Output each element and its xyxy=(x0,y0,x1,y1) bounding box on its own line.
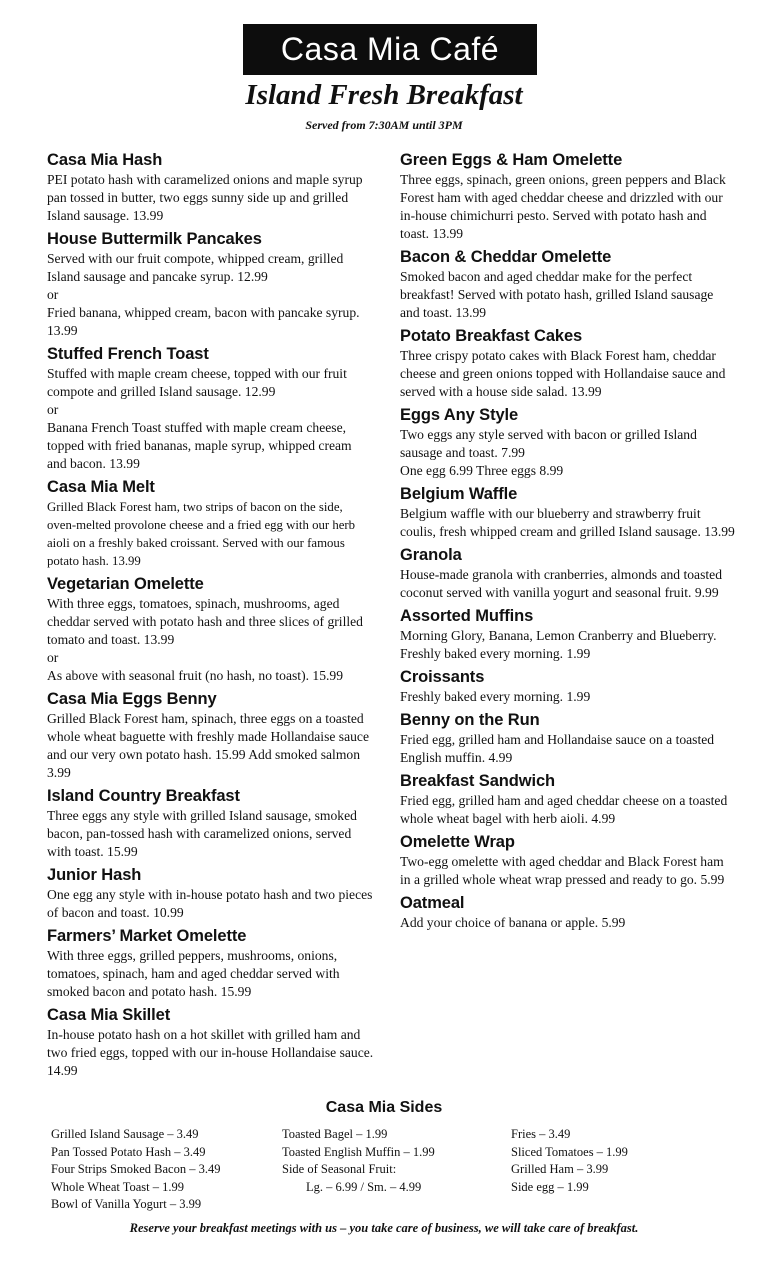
side-item: Side egg – 1.99 xyxy=(511,1179,589,1194)
footer-note: Reserve your breakfast meetings with us – you take care of business, we will take care of breakfast. xyxy=(129,1221,639,1235)
menu-item-description: Freshly baked every morning. 1.99 xyxy=(400,689,591,704)
side-item: Lg. – 6.99 / Sm. – 4.99 xyxy=(306,1179,422,1194)
menu-item-name: Vegetarian Omelette xyxy=(47,575,204,593)
menu-title: Island Fresh Breakfast xyxy=(245,79,523,111)
menu-column-left xyxy=(47,150,374,1084)
menu-item xyxy=(47,229,374,340)
menu-item-description: Stuffed with maple cream cheese, topped with our fruit compote and grilled Island sausage. 12.99 or Banana French Toast stuffed with maple cream cheese, topped with fried bananas, maple syrup, whipped cream and bacon. 13.99 xyxy=(47,366,352,471)
menu-item-description: Fried egg, grilled ham and Hollandaise sauce on a toasted English muffin. 4.99 xyxy=(400,732,715,765)
side-item: Pan Tossed Potato Hash – 3.49 xyxy=(51,1144,206,1159)
side-item: Grilled Ham – 3.99 xyxy=(511,1162,609,1176)
menu-item-description: Two eggs any style served with bacon or grilled Island sausage and toast. 7.99 One egg 6.99 Three eggs 8.99 xyxy=(400,427,697,478)
menu-item-name: Stuffed French Toast xyxy=(47,345,209,363)
menu-item-description: Belgium waffle with our blueberry and strawberry fruit coulis, fresh whipped cream and grilled Island sausage. 13.99 xyxy=(400,506,735,539)
menu-item xyxy=(400,893,735,932)
cafe-logo: Casa Mia Café xyxy=(243,24,537,75)
menu-item-name: Farmers’ Market Omelette xyxy=(47,927,247,945)
menu-item xyxy=(47,477,374,570)
menu-item-name: Omelette Wrap xyxy=(400,833,515,851)
menu-column-right xyxy=(400,150,735,936)
menu-item-description: Morning Glory, Banana, Lemon Cranberry and Blueberry. Freshly baked every morning. 1.99 xyxy=(400,628,717,661)
menu-item-name: Green Eggs & Ham Omelette xyxy=(400,151,623,169)
menu-item-name: Potato Breakfast Cakes xyxy=(400,327,583,345)
side-item: Fries – 3.49 xyxy=(511,1127,571,1141)
menu-item xyxy=(400,247,735,322)
menu-item-name: Belgium Waffle xyxy=(400,485,518,503)
menu-item xyxy=(400,606,735,663)
side-item: Toasted Bagel – 1.99 xyxy=(282,1127,388,1141)
menu-item-name: Breakfast Sandwich xyxy=(400,772,556,790)
side-item: Side of Seasonal Fruit: xyxy=(282,1162,397,1176)
menu-item-name: Casa Mia Skillet xyxy=(47,1006,171,1024)
menu-item-description: Smoked bacon and aged cheddar make for the perfect breakfast! Served with potato hash, grilled Island sausage and toast. 13.99 xyxy=(400,269,714,320)
menu-item-name: Assorted Muffins xyxy=(400,607,534,625)
menu-item-description: One egg any style with in-house potato hash and two pieces of bacon and toast. 10.99 xyxy=(47,887,373,920)
menu-item-description: Served with our fruit compote, whipped cream, grilled Island sausage and pancake syrup. 12.99 or Fried banana, whipped cream, bacon with pancake syrup. 13.99 xyxy=(47,251,360,338)
menu-item-name: Croissants xyxy=(400,668,485,686)
menu-item-description: Add your choice of banana or apple. 5.99 xyxy=(400,915,626,930)
menu-item xyxy=(47,689,374,782)
menu-item xyxy=(47,926,374,1001)
side-item: Bowl of Vanilla Yogurt – 3.99 xyxy=(51,1197,202,1211)
menu-item-description: With three eggs, tomatoes, spinach, mushrooms, aged cheddar served with potato hash and three slices of grilled tomato and toast. 13.99 or As above with seasonal fruit (no hash, no toast). 15.99 xyxy=(47,596,363,683)
menu-item xyxy=(400,150,735,243)
menu-item xyxy=(400,710,735,767)
menu-item-name: Junior Hash xyxy=(47,866,142,884)
menu-item xyxy=(400,771,735,828)
menu-item-description: With three eggs, grilled peppers, mushrooms, onions, tomatoes, spinach, ham and aged cheddar served with smoked bacon and potato hash. 15.99 xyxy=(47,948,340,999)
menu-item-description: Grilled Black Forest ham, two strips of bacon on the side, oven-melted provolone cheese and a fried egg with our herb aioli on a freshly baked croissant. Served with our famous potato hash. 13.99 xyxy=(47,500,356,568)
sides-column-3 xyxy=(511,1126,628,1196)
menu-item-description: In-house potato hash on a hot skillet with grilled ham and two fried eggs, topped with our in-house Hollandaise sauce. 14.99 xyxy=(47,1027,374,1078)
menu-item-name: Granola xyxy=(400,546,462,564)
menu-item xyxy=(400,667,735,706)
menu-item xyxy=(400,326,735,401)
side-item: Toasted English Muffin – 1.99 xyxy=(282,1144,435,1159)
menu-item-name: Benny on the Run xyxy=(400,711,540,729)
menu-item-description: House-made granola with cranberries, almonds and toasted coconut served with vanilla yogurt and seasonal fruit. 9.99 xyxy=(400,567,722,600)
menu-item-name: House Buttermilk Pancakes xyxy=(47,230,262,248)
menu-item-description: PEI potato hash with caramelized onions and maple syrup pan tossed in butter, two eggs sunny side up and grilled Island sausage. 13.99 xyxy=(47,172,363,223)
menu-item-name: Casa Mia Eggs Benny xyxy=(47,690,217,708)
menu-item xyxy=(47,150,374,225)
menu-item-description: Fried egg, grilled ham and aged cheddar cheese on a toasted whole wheat bagel with herb aioli. 4.99 xyxy=(400,793,728,826)
side-item: Four Strips Smoked Bacon – 3.49 xyxy=(51,1162,221,1176)
menu-item xyxy=(47,865,374,922)
menu-item xyxy=(47,786,374,861)
side-item: Sliced Tomatoes – 1.99 xyxy=(511,1144,628,1159)
menu-item-name: Island Country Breakfast xyxy=(47,787,240,805)
menu-item-name: Eggs Any Style xyxy=(400,406,519,424)
menu-item-description: Two-egg omelette with aged cheddar and Black Forest ham in a grilled whole wheat wrap pressed and ready to go. 5.99 xyxy=(400,854,725,887)
menu-item xyxy=(400,545,735,602)
menu-item-description: Three crispy potato cakes with Black Forest ham, cheddar cheese and green onions topped with Hollandaise sauce and served with a house side salad. 13.99 xyxy=(400,348,726,399)
menu-item xyxy=(47,344,374,473)
menu-item xyxy=(47,574,374,685)
sides-column-2 xyxy=(282,1126,435,1196)
side-item: Grilled Island Sausage – 3.49 xyxy=(51,1127,199,1141)
menu-item xyxy=(47,1005,374,1080)
serving-hours: Served from 7:30AM until 3PM xyxy=(305,118,463,132)
menu-item xyxy=(400,484,735,541)
menu-item xyxy=(400,405,735,480)
menu-item-description: Three eggs any style with grilled Island sausage, smoked bacon, pan-tossed hash with caramelized onions, served with toast. 15.99 xyxy=(47,808,357,859)
menu-item-name: Bacon & Cheddar Omelette xyxy=(400,248,612,266)
side-item: Whole Wheat Toast – 1.99 xyxy=(51,1179,185,1194)
menu-item-description: Grilled Black Forest ham, spinach, three eggs on a toasted whole wheat baguette with freshly made Hollandaise sauce and our very own potato hash. 15.99 Add smoked salmon 3.99 xyxy=(47,711,369,780)
menu-item-name: Casa Mia Melt xyxy=(47,478,155,496)
menu-item-name: Casa Mia Hash xyxy=(47,151,163,169)
sides-title: Casa Mia Sides xyxy=(325,1099,443,1116)
menu-item-description: Three eggs, spinach, green onions, green peppers and Black Forest ham with aged cheddar cheese and drizzled with our in-house chimichurri pesto. Served with potato hash and toast. 13.99 xyxy=(400,172,726,241)
menu-item-name: Oatmeal xyxy=(400,894,465,912)
sides-column-1 xyxy=(51,1126,220,1214)
menu-item xyxy=(400,832,735,889)
